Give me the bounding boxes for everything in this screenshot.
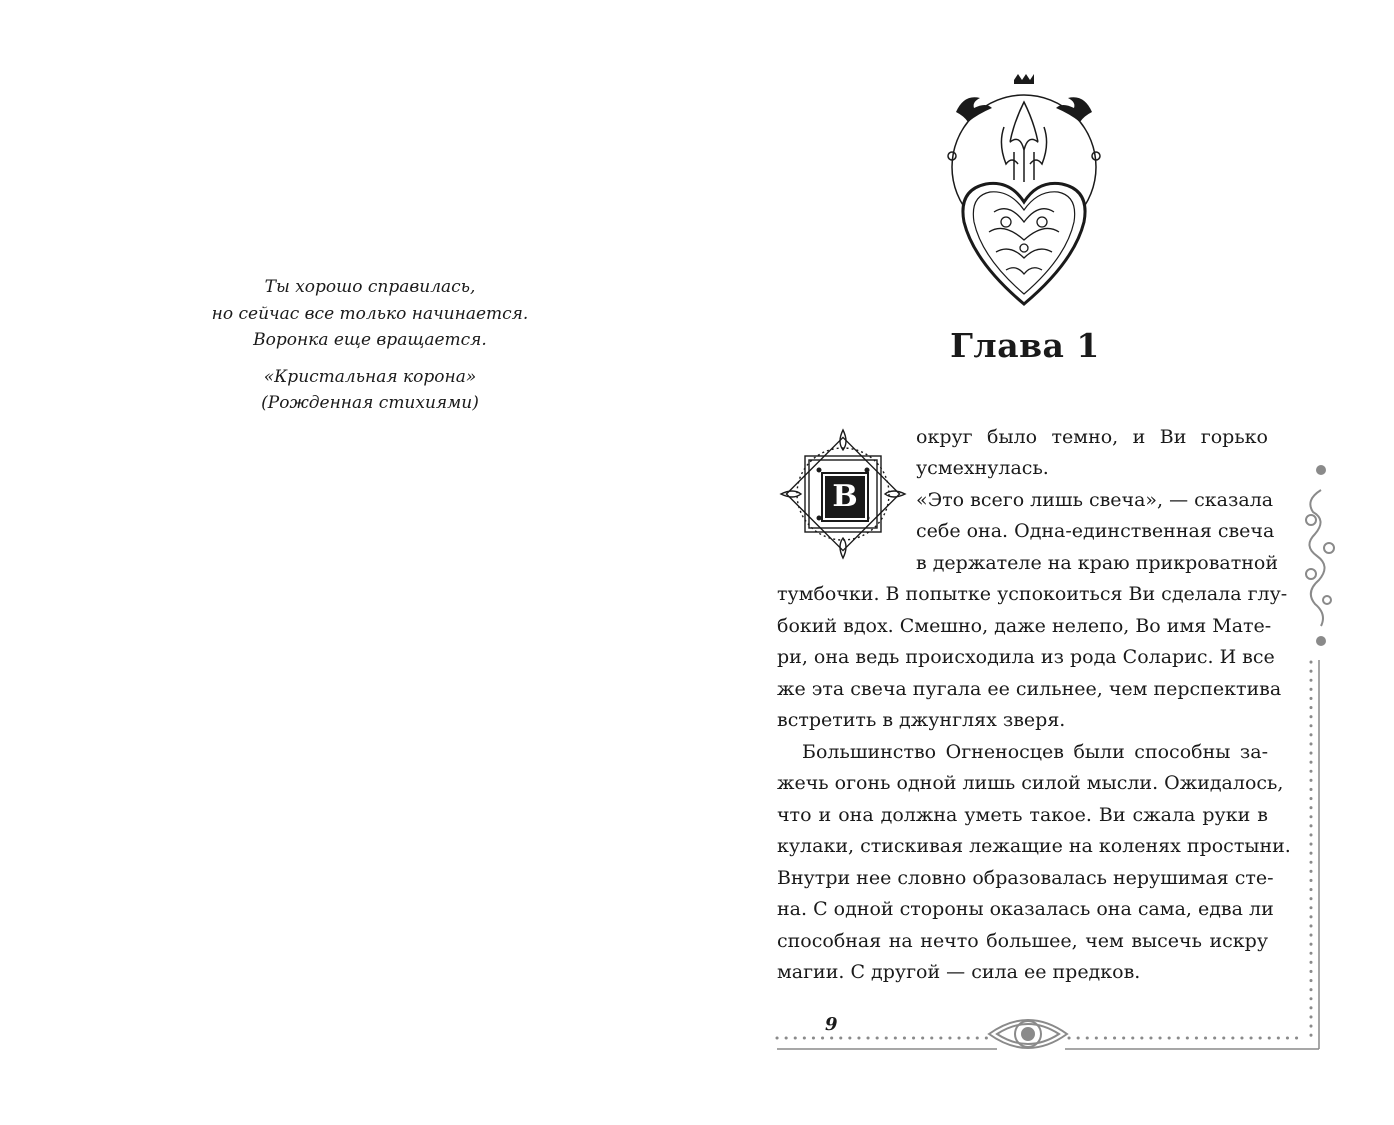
page-number: 9	[825, 1014, 838, 1035]
chapter-title: Глава 1	[950, 326, 1100, 365]
text-line: усмехнулась.	[916, 457, 1049, 479]
right-page	[697, 0, 1394, 1125]
epigraph-line: Ты хорошо справилась,	[264, 277, 476, 297]
epigraph-source-title: «Кристальная корона»	[263, 366, 477, 387]
drop-cap-letter: В	[823, 474, 867, 520]
text-line: тумбочки. В попытке успокоиться Ви сделала глу-	[777, 583, 1288, 605]
text-line: Большинство Огненосцев были способны за-	[802, 741, 1268, 763]
text-line: себе она. Одна-единственная свеча	[916, 520, 1275, 542]
epigraph-line: Воронка еще вращается.	[253, 330, 487, 350]
crown-icon	[1014, 74, 1034, 84]
epigraph-source	[170, 364, 570, 417]
swallow-left-icon	[956, 97, 992, 122]
swallow-right-icon	[1056, 97, 1092, 122]
text-line: Внутри нее словно образовалась нерушимая сте-	[777, 867, 1274, 889]
text-line: что и она должна уметь такое. Ви сжала руки в	[777, 804, 1268, 826]
text-line: кулаки, стискивая лежащие на коленях простыни.	[777, 835, 1291, 857]
text-line: способная на нечто большее, чем высечь искру	[777, 930, 1268, 952]
sacred-heart-emblem	[934, 72, 1114, 312]
flame-icon	[1001, 102, 1046, 182]
epigraph-source-subtitle: (Рожденная стихиями)	[261, 393, 479, 413]
text-line: «Это всего лишь свеча», — сказала	[916, 489, 1274, 511]
epigraph	[170, 274, 570, 417]
swirl-icon	[1306, 490, 1334, 626]
text-line: в держателе на краю прикроватной	[916, 552, 1279, 574]
ornament-dot	[1316, 465, 1326, 475]
text-line: бокий вдох. Смешно, даже нелепо, Во имя Мате-	[777, 615, 1272, 637]
epigraph-line: но сейчас все только начинается.	[211, 303, 529, 324]
text-line: же эта свеча пугала ее сильнее, чем перспектива	[777, 678, 1282, 700]
ornament-dot	[1316, 636, 1326, 646]
text-line: ри, она ведь происходила из рода Соларис. И все	[777, 646, 1275, 668]
text-line: округ было темно, и Ви горько	[916, 426, 1268, 448]
eye-icon	[989, 1020, 1067, 1048]
text-line: магии. С другой — сила ее предков.	[777, 961, 1141, 983]
text-line: на. С одной стороны оказалась она сама, едва ли	[777, 898, 1274, 920]
text-line: встретить в джунглях зверя.	[777, 709, 1066, 731]
text-line: жечь огонь одной лишь силой мысли. Ожидалось,	[777, 772, 1284, 794]
